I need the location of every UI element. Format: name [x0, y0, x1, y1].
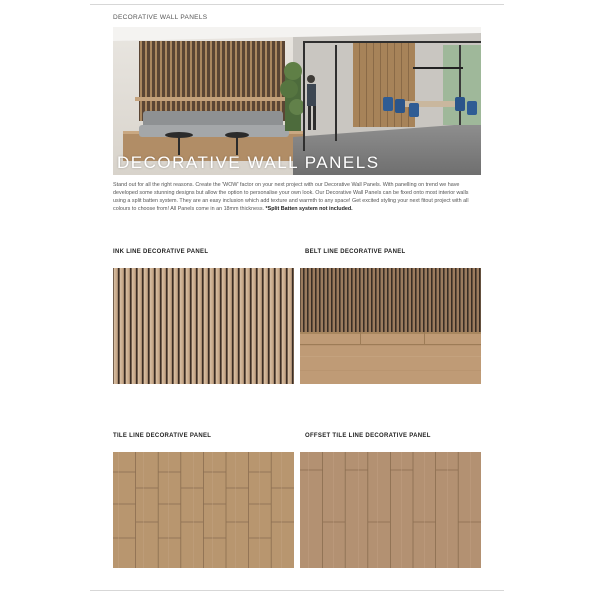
ink-line-swatch [113, 268, 294, 384]
hero-title: DECORATIVE WALL PANELS [117, 153, 380, 172]
offset-tile-line-panel-image [300, 452, 481, 568]
hero-image [113, 27, 481, 175]
tile-line-swatch [113, 452, 294, 568]
intro-paragraph [113, 182, 481, 214]
offset-tile-line-title: OFFSET TILE LINE DECORATIVE PANEL [305, 433, 431, 439]
top-rule [90, 4, 504, 5]
tile-line-title: TILE LINE DECORATIVE PANEL [113, 433, 212, 439]
section-label: DECORATIVE WALL PANELS [113, 14, 208, 21]
tile-line-panel-image [113, 452, 294, 568]
intro-text: Stand out for all the right reasons. Create the 'WOW' factor on your next project with our Decorative Wall Panels. With panelling on trend we have developed some stunning designs but allow the option to personalise your own look. Our Decorative Wall Panels can be fixed onto most interior walls using a split batten system. They are an easy inclusion which add texture and warmth to any space! Get excited styling your next fitout project with all colours to choose from! All Panels come in an 18mm thickness. [113, 182, 469, 212]
bottom-rule [90, 590, 504, 591]
offset-tile-line-swatch [300, 452, 481, 568]
belt-line-panel-image [300, 268, 481, 384]
belt-line-title: BELT LINE DECORATIVE PANEL [305, 249, 406, 255]
ink-line-panel-image [113, 268, 294, 384]
ink-line-title: INK LINE DECORATIVE PANEL [113, 249, 209, 255]
belt-line-swatch [300, 268, 481, 384]
intro-note: *Split Batten system not included. [265, 205, 353, 212]
